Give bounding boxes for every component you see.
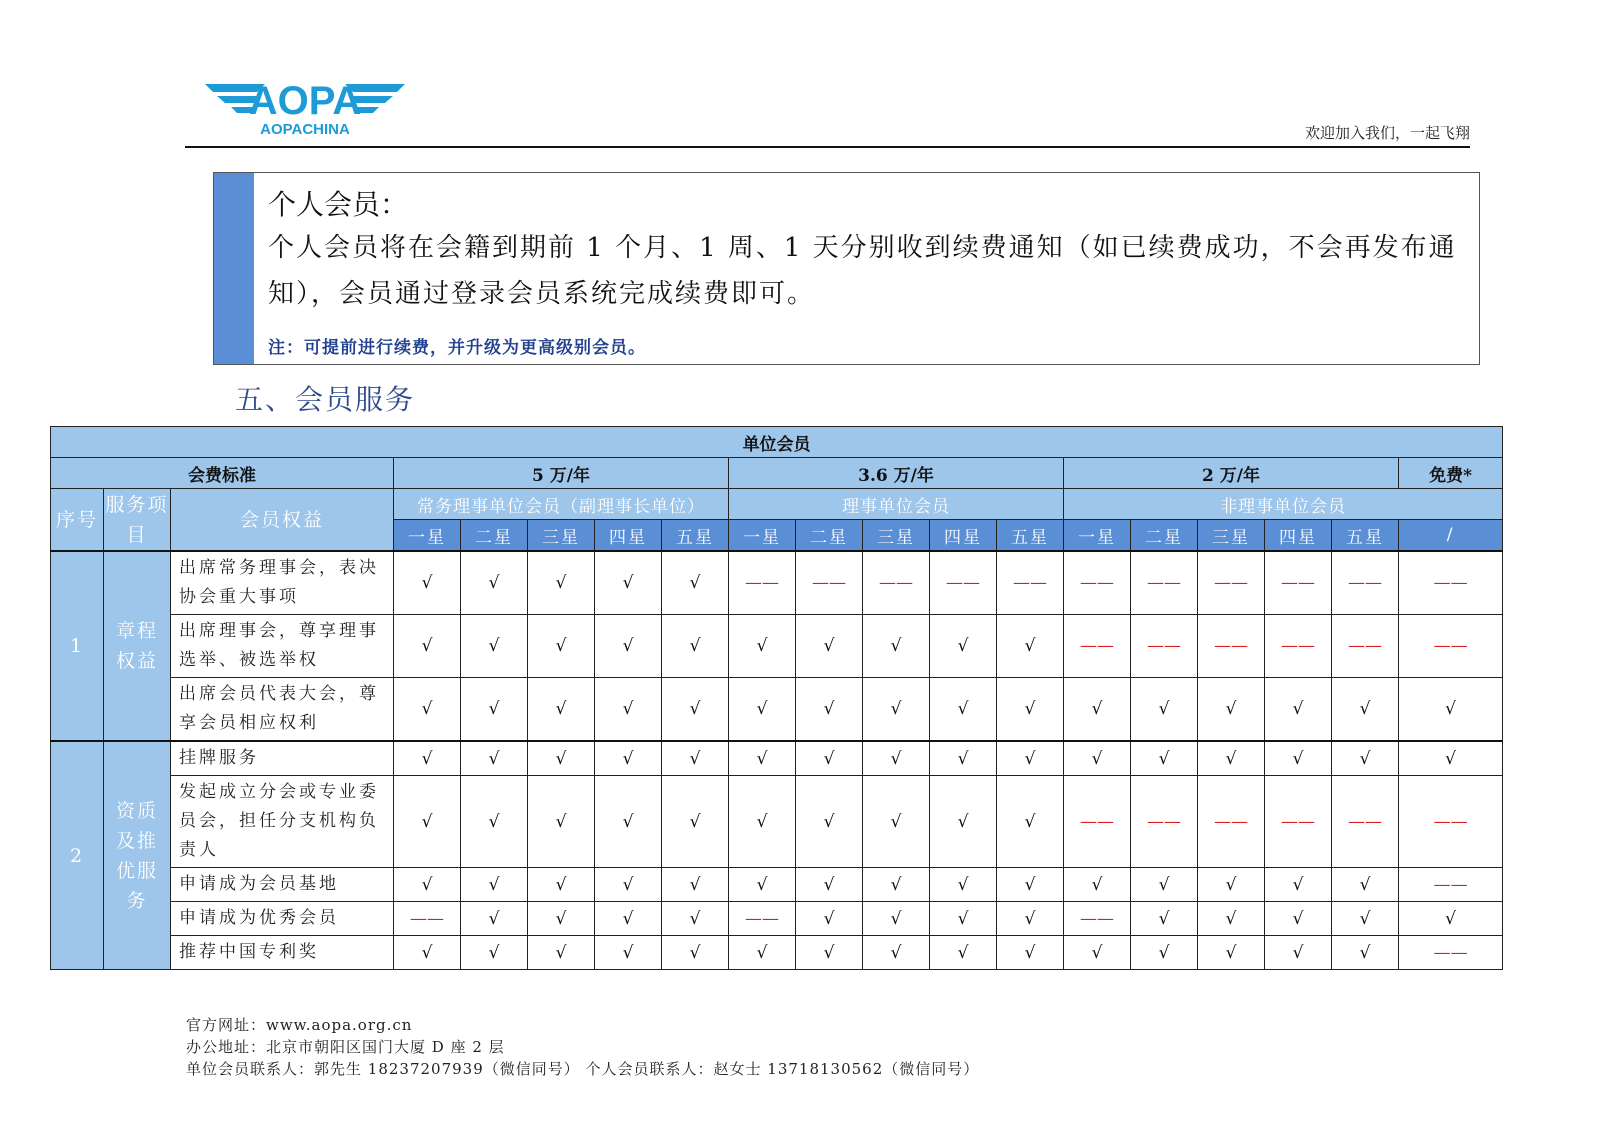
not-available-cell: ——	[1399, 776, 1503, 868]
check-mark-cell: √	[1064, 868, 1131, 902]
col-benefit-header: 会员权益	[171, 489, 394, 552]
star-level-header: 三星	[528, 520, 595, 552]
footer-website: 官方网址：www.aopa.org.cn	[186, 1016, 413, 1034]
check-mark-cell: √	[796, 936, 863, 970]
not-available-cell: ——	[1064, 551, 1131, 615]
check-mark-cell: √	[595, 902, 662, 936]
check-mark-cell: √	[1131, 741, 1198, 776]
group-seq: 1	[51, 551, 104, 741]
group-service-item: 资质及推优服务	[104, 741, 171, 970]
benefit-cell: 推荐中国专利奖	[171, 936, 394, 970]
check-mark-cell: √	[662, 551, 729, 615]
check-mark-cell: √	[662, 741, 729, 776]
col-item-header: 服务项目	[104, 489, 171, 552]
header-divider	[185, 146, 1470, 148]
table-row	[51, 868, 1503, 902]
check-mark-cell: √	[394, 936, 461, 970]
table-title: 单位会员	[51, 427, 1503, 458]
check-mark-cell: √	[662, 776, 729, 868]
col-seq-header: 序号	[51, 489, 104, 552]
check-mark-cell: √	[461, 615, 528, 678]
check-mark-cell: √	[461, 678, 528, 742]
check-mark-cell: √	[796, 678, 863, 742]
check-mark-cell: √	[1399, 678, 1503, 742]
benefit-cell: 出席会员代表大会，尊享会员相应权利	[171, 678, 394, 742]
check-mark-cell: √	[997, 902, 1064, 936]
not-available-cell: ——	[1131, 615, 1198, 678]
check-mark-cell: √	[1332, 936, 1399, 970]
check-mark-cell: √	[394, 615, 461, 678]
check-mark-cell: √	[930, 936, 997, 970]
not-available-cell: ——	[1064, 776, 1131, 868]
fee-standard-label: 会费标准	[51, 458, 394, 489]
check-mark-cell: √	[729, 678, 796, 742]
check-mark-cell: √	[662, 615, 729, 678]
check-mark-cell: √	[930, 868, 997, 902]
check-mark-cell: √	[997, 615, 1064, 678]
star-level-header: 三星	[863, 520, 930, 552]
logo-text: AOPA	[248, 79, 362, 123]
not-available-cell: ——	[1265, 551, 1332, 615]
star-level-header: 二星	[796, 520, 863, 552]
table-row	[51, 776, 1503, 868]
star-level-header: 四星	[1265, 520, 1332, 552]
check-mark-cell: √	[796, 741, 863, 776]
check-mark-cell: √	[461, 741, 528, 776]
star-level-header: 四星	[930, 520, 997, 552]
check-mark-cell: √	[729, 776, 796, 868]
group-service-item: 章程权益	[104, 551, 171, 741]
check-mark-cell: √	[997, 776, 1064, 868]
check-mark-cell: √	[461, 776, 528, 868]
check-mark-cell: √	[1265, 902, 1332, 936]
check-mark-cell: √	[729, 741, 796, 776]
check-mark-cell: √	[1265, 741, 1332, 776]
section-title: 五、会员服务	[235, 383, 416, 416]
logo-wings-icon	[205, 78, 405, 140]
not-available-cell: ——	[1332, 615, 1399, 678]
check-mark-cell: √	[595, 615, 662, 678]
not-available-cell: ——	[796, 551, 863, 615]
star-level-header: 一星	[394, 520, 461, 552]
check-mark-cell: √	[1198, 678, 1265, 742]
check-mark-cell: √	[997, 678, 1064, 742]
page-footer	[186, 1014, 979, 1080]
check-mark-cell: √	[729, 936, 796, 970]
check-mark-cell: √	[1399, 741, 1503, 776]
fee-group: 3.6 万/年	[729, 458, 1064, 489]
member-type-group: 非理事单位会员	[1064, 489, 1503, 520]
check-mark-cell: √	[863, 868, 930, 902]
not-available-cell: ——	[1198, 551, 1265, 615]
notice-accent-bar	[214, 173, 254, 364]
not-available-cell: ——	[997, 551, 1064, 615]
check-mark-cell: √	[1332, 868, 1399, 902]
membership-services-table	[50, 426, 1502, 970]
fee-group: 免费*	[1399, 458, 1503, 489]
check-mark-cell: √	[1332, 902, 1399, 936]
not-available-cell: ——	[1399, 615, 1503, 678]
not-available-cell: ——	[1265, 776, 1332, 868]
star-level-header: 五星	[1332, 520, 1399, 552]
member-type-group: 理事单位会员	[729, 489, 1064, 520]
check-mark-cell: √	[528, 741, 595, 776]
check-mark-cell: √	[930, 678, 997, 742]
not-available-cell: ——	[1064, 615, 1131, 678]
check-mark-cell: √	[528, 776, 595, 868]
star-level-header: 五星	[662, 520, 729, 552]
notice-note: 注：可提前进行续费，并升级为更高级别会员。	[268, 338, 646, 358]
check-mark-cell: √	[863, 902, 930, 936]
check-mark-cell: √	[662, 868, 729, 902]
star-level-header: 三星	[1198, 520, 1265, 552]
check-mark-cell: √	[595, 551, 662, 615]
not-available-cell: ——	[863, 551, 930, 615]
check-mark-cell: √	[796, 902, 863, 936]
benefit-cell: 申请成为会员基地	[171, 868, 394, 902]
check-mark-cell: √	[1265, 936, 1332, 970]
check-mark-cell: √	[528, 615, 595, 678]
check-mark-cell: √	[930, 741, 997, 776]
benefit-cell: 发起成立分会或专业委员会，担任分支机构负责人	[171, 776, 394, 868]
check-mark-cell: √	[930, 902, 997, 936]
check-mark-cell: √	[863, 615, 930, 678]
check-mark-cell: √	[394, 551, 461, 615]
star-level-header: /	[1399, 520, 1503, 552]
not-available-cell: ——	[1131, 776, 1198, 868]
table-row	[51, 551, 1503, 615]
check-mark-cell: √	[1265, 868, 1332, 902]
check-mark-cell: √	[1198, 902, 1265, 936]
header-slogan: 欢迎加入我们，一起飞翔	[1304, 124, 1470, 142]
footer-contacts: 单位会员联系人：郭先生 18237207939（微信同号） 个人会员联系人：赵女士 13718130562（微信同号）	[186, 1060, 980, 1078]
check-mark-cell: √	[662, 902, 729, 936]
check-mark-cell: √	[863, 776, 930, 868]
check-mark-cell: √	[595, 678, 662, 742]
not-available-cell: ——	[1265, 615, 1332, 678]
check-mark-cell: √	[595, 776, 662, 868]
not-available-cell: ——	[1131, 551, 1198, 615]
notice-body: 个人会员将在会籍到期前 1 个月、1 周、1 天分别收到续费通知（如已续费成功，不会再发布通知），会员通过登录会员系统完成续费即可。	[268, 233, 1457, 309]
check-mark-cell: √	[394, 776, 461, 868]
check-mark-cell: √	[461, 551, 528, 615]
check-mark-cell: √	[1332, 678, 1399, 742]
check-mark-cell: √	[1131, 678, 1198, 742]
check-mark-cell: √	[1131, 902, 1198, 936]
benefit-cell: 出席理事会，尊享理事选举、被选举权	[171, 615, 394, 678]
check-mark-cell: √	[1332, 741, 1399, 776]
check-mark-cell: √	[461, 902, 528, 936]
group-seq: 2	[51, 741, 104, 970]
check-mark-cell: √	[863, 678, 930, 742]
check-mark-cell: √	[997, 868, 1064, 902]
not-available-cell: ——	[1399, 551, 1503, 615]
check-mark-cell: √	[1064, 936, 1131, 970]
notice-title: 个人会员：	[268, 188, 409, 221]
star-level-header: 二星	[461, 520, 528, 552]
check-mark-cell: √	[1198, 936, 1265, 970]
check-mark-cell: √	[461, 936, 528, 970]
check-mark-cell: √	[729, 868, 796, 902]
check-mark-cell: √	[1198, 868, 1265, 902]
check-mark-cell: √	[662, 678, 729, 742]
benefit-cell: 挂牌服务	[171, 741, 394, 776]
check-mark-cell: √	[662, 936, 729, 970]
check-mark-cell: √	[1131, 936, 1198, 970]
check-mark-cell: √	[1064, 678, 1131, 742]
fee-group: 5 万/年	[394, 458, 729, 489]
check-mark-cell: √	[528, 902, 595, 936]
check-mark-cell: √	[1399, 902, 1503, 936]
star-level-header: 二星	[1131, 520, 1198, 552]
not-available-cell: ——	[1399, 936, 1503, 970]
renewal-notice-box	[213, 172, 1480, 365]
check-mark-cell: √	[394, 868, 461, 902]
benefit-cell: 出席常务理事会，表决协会重大事项	[171, 551, 394, 615]
check-mark-cell: √	[595, 868, 662, 902]
not-available-cell: ——	[729, 551, 796, 615]
member-type-group: 常务理事单位会员（副理事长单位）	[394, 489, 729, 520]
not-available-cell: ——	[1198, 615, 1265, 678]
table-row	[51, 936, 1503, 970]
table-row	[51, 902, 1503, 936]
check-mark-cell: √	[528, 551, 595, 615]
check-mark-cell: √	[394, 678, 461, 742]
check-mark-cell: √	[1265, 678, 1332, 742]
check-mark-cell: √	[595, 741, 662, 776]
check-mark-cell: √	[1131, 868, 1198, 902]
check-mark-cell: √	[863, 936, 930, 970]
not-available-cell: ——	[1332, 551, 1399, 615]
not-available-cell: ——	[1332, 776, 1399, 868]
check-mark-cell: √	[528, 678, 595, 742]
benefit-cell: 申请成为优秀会员	[171, 902, 394, 936]
check-mark-cell: √	[1198, 741, 1265, 776]
check-mark-cell: √	[997, 936, 1064, 970]
table-row	[51, 741, 1503, 776]
not-available-cell: ——	[1399, 868, 1503, 902]
not-available-cell: ——	[930, 551, 997, 615]
not-available-cell: ——	[1064, 902, 1131, 936]
not-available-cell: ——	[394, 902, 461, 936]
star-level-header: 五星	[997, 520, 1064, 552]
check-mark-cell: √	[997, 741, 1064, 776]
fee-group: 2 万/年	[1064, 458, 1399, 489]
logo-subtext: AOPACHINA	[260, 121, 350, 138]
not-available-cell: ——	[729, 902, 796, 936]
check-mark-cell: √	[528, 868, 595, 902]
table-row	[51, 678, 1503, 742]
services-grid	[50, 426, 1503, 970]
check-mark-cell: √	[930, 615, 997, 678]
check-mark-cell: √	[528, 936, 595, 970]
aopa-logo	[205, 78, 405, 140]
check-mark-cell: √	[796, 776, 863, 868]
check-mark-cell: √	[1064, 741, 1131, 776]
check-mark-cell: √	[796, 868, 863, 902]
footer-address: 办公地址：北京市朝阳区国门大厦 D 座 2 层	[186, 1038, 505, 1056]
not-available-cell: ——	[1198, 776, 1265, 868]
check-mark-cell: √	[863, 741, 930, 776]
table-row	[51, 615, 1503, 678]
star-level-header: 一星	[1064, 520, 1131, 552]
star-level-header: 四星	[595, 520, 662, 552]
check-mark-cell: √	[394, 741, 461, 776]
star-level-header: 一星	[729, 520, 796, 552]
check-mark-cell: √	[461, 868, 528, 902]
check-mark-cell: √	[796, 615, 863, 678]
check-mark-cell: √	[595, 936, 662, 970]
check-mark-cell: √	[930, 776, 997, 868]
check-mark-cell: √	[729, 615, 796, 678]
